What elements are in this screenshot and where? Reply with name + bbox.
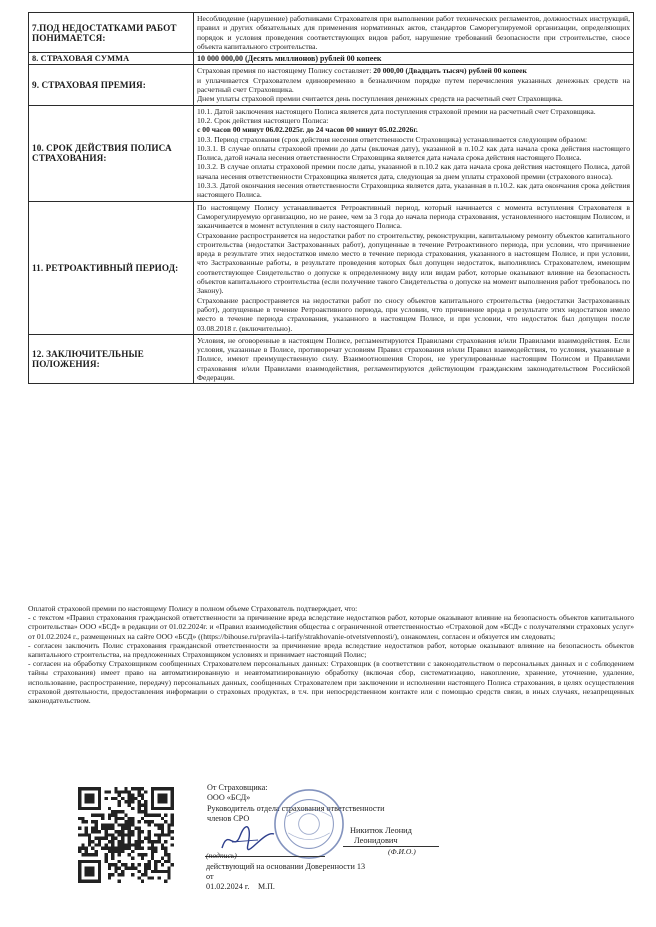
section-10-p7: 10.3.3. Датой окончания несения ответственности Страховщика является дата, указанная в п.10.2. как дата окончания срока действия настоящего Полиса.: [197, 181, 630, 200]
section-11-content: [194, 201, 634, 334]
signatory-name-line2: Леонидович: [354, 836, 398, 846]
company-seal-stamp: [272, 787, 346, 861]
acknowledgement-item-personal-data: - согласен на обработку Страховщиком сообщенных Страхователем персональных данных: Страховщик (в соответствии с законодательством о персональных данных и с соблюдением тайны страхования) имеет право на автоматизированную и неавтоматизированную обработку (включая сбор, систематизацию, накопление, хранение, уточнение, удаление, использование, распространение, передачу) персональных данных, сообщенных Страхователем при заключении и исполнении настоящего Полиса страхования, в целях осуществления страховой деятельности, предоставления информации о страховых продуктах, в т.ч. при непосредственном контакте или с помощью средств связи, в иных случаях, незапрещенных законодательством.: [28, 659, 634, 706]
section-9-premium-amount: 20 000,00 (Двадцать тысяч) рублей 00 копеек: [373, 66, 527, 76]
section-7-row: [29, 13, 634, 53]
acknowledgement-block: [28, 604, 634, 705]
section-11-p2: Страхование распространяется на недостатки работ по строительству, реконструкции, капитальному ремонту объектов капитального строительства (недостатки Застрахованных работ), допущенные в течение Ретроактивного периода, при условии, что причинение вреда в результате этих недостатков имело место в течение периода страхования, указанного в настоящем Полисе, и при условии, что Застрахованные работы, в результате проведения которых был допущен недостаток, выполнялись Страхователем, имеющим соответствующее Свидетельство о допуске к определенному виду или видам работ, которые оказывают влияние на безопасность объектов капитального строительства (если получение такого Свидетельства о допуске на момент выполнения работ требовалось по Закону).: [197, 230, 630, 296]
signatory-name: [350, 826, 412, 846]
insurer-company: ООО «БСД»: [207, 793, 251, 803]
section-10-p2: 10.2. Срок действия настоящего Полиса:: [197, 115, 329, 125]
section-11-p3: Страхование распространяется на недостатки работ по сносу объектов капитального строительства (недостатки Застрахованных работ), допущенные в течение Ретроактивного периода, при условии, что причинение вреда в результате этих недостатков имело место в течение периода страхования, указанного в настоящем Полисе, и при условии, что недостаток был допущен после 03.08.2018 г. (включительно).: [197, 295, 630, 333]
section-10-row: [29, 105, 634, 201]
section-9-p1-prefix: Страховая премия по настоящему Полису составляет:: [197, 66, 374, 76]
signatory-position-cont: членов СРО: [207, 814, 250, 824]
section-10-p6: 10.3.2. В случае оплаты страховой премии после даты, указанной в п.10.2 как дата начала срока действия настоящего Полиса, датой начала несения ответственности Страховщика является дата, следующая за днем уплаты страховой премии (страхового взноса).: [197, 162, 630, 181]
from-insurer-label: От Страховщика:: [207, 783, 268, 792]
stamp-place-mark: М.П.: [258, 882, 275, 891]
section-10-p1: 10.1. Датой заключения настоящего Полиса является дата поступления страховой премии на расчетный счет Страховщика.: [197, 106, 596, 116]
acknowledgement-item-consent: - согласен заключить Полис страхования гражданской ответственности за причинение вреда вследствие недостатков работ, которые оказывают влияние на безопасность объектов капитального строительства, на предложенных Страховщиком условиях и принимает настоящий Полис;: [28, 640, 634, 660]
qr-code: [78, 787, 174, 883]
section-9-row: [29, 65, 634, 105]
signatory-position: Руководитель отдела страхования ответственности: [207, 803, 385, 813]
section-9-label: 9. СТРАХОВАЯ ПРЕМИЯ:: [29, 65, 194, 105]
section-11-row: [29, 201, 634, 334]
signature-caption: (подпись): [206, 851, 237, 860]
section-12-row: [29, 334, 634, 383]
section-11-p1: По настоящему Полису устанавливается Ретроактивный период, который начинается с момента вступления Страхователя в Саморегулируемую организацию, но не ранее, чем за 3 года до начала периода страхования, установленного настоящим Полисом, и заканчивается в момент вступления в силу настоящего Полиса.: [197, 202, 630, 231]
section-10-label: 10. СРОК ДЕЙСТВИЯ ПОЛИСА СТРАХОВАНИЯ:: [29, 105, 194, 201]
section-10-content: [194, 105, 634, 201]
section-7-label: 7.ПОД НЕДОСТАТКАМИ РАБОТ ПОНИМАЕТСЯ:: [29, 13, 194, 53]
power-of-attorney-line1: действующий на основании Доверенности 13 от: [206, 862, 366, 881]
section-9-content: [194, 65, 634, 105]
section-9-p3: Днем уплаты страховой премии считается день поступления денежных средств на расчетный счет Страховщика.: [197, 94, 563, 104]
policy-terms-table: [28, 12, 634, 384]
power-of-attorney-line2: 01.02.2024 г.: [206, 882, 250, 891]
signature-block: [207, 783, 507, 825]
power-of-attorney: [206, 862, 366, 892]
name-caption: (Ф.И.О.): [388, 847, 416, 856]
section-8-row: [29, 53, 634, 65]
section-10-p5: 10.3.1. В случае оплаты страховой премии до даты (включая дату), указанной в п.10.2 как дата начала срока действия настоящего Полиса, датой начала несения ответственности Страховщика является дата начала срока действия настоящего Полиса.: [197, 143, 630, 163]
section-7-text: Несоблюдение (нарушение) работниками Страхователя при выполнении работ технических регламентов, должностных инструкций, правил и других обязательных для применения нормативных актов, стандартов Саморегулируемой организации, определяющих порядок и условия проведения соответствующих видов работ, нарушение требований безопасности при строительстве, сносе объекта капитального строительства.: [194, 13, 634, 53]
section-8-label: 8. СТРАХОВАЯ СУММА: [29, 53, 194, 65]
section-9-p2: и уплачивается Страхователем единовременно в безналичном порядке путем перечисления указанных денежных средств на расчетный счет Страховщика.: [197, 75, 630, 95]
section-12-label: 12. ЗАКЛЮЧИТЕЛЬНЫЕ ПОЛОЖЕНИЯ:: [29, 334, 194, 383]
section-11-label: 11. РЕТРОАКТИВНЫЙ ПЕРИОД:: [29, 201, 194, 334]
section-10-p4: 10.3. Период страхования (срок действия несения ответственности Страховщика) устанавливается следующим образом:: [197, 134, 588, 144]
signatory-name-line1: Никитюк Леонид: [350, 826, 412, 835]
acknowledgement-item-rules: - с текстом «Правил страхования гражданской ответственности за причинение вреда вследствие недостатков работ, которые оказывают влияние на безопасность объектов капитального строительства» ООО «БСД» в редакции от 01.02.2024г. и «Правил взаимодействия общества с ограниченной ответственностью «Страховой дом «БСД» с получателями страховых услуг» от 01.02.2024 г., размещенных на сайте ООО «БСД» ((https://bihouse.ru/pravila-i-tarify/strakhovanie-otvetstvennosti/), ознакомлен, согласен и обязуется им следовать;: [28, 613, 634, 641]
section-10-period: с 00 часов 00 минут 06.02.2025г. до 24 часов 00 минут 05.02.2026г.: [197, 125, 418, 135]
section-8-text: 10 000 000,00 (Десять миллионов) рублей 00 копеек: [194, 53, 634, 65]
section-12-text: Условия, не оговоренные в настоящем Полисе, регламентируются Правилами страхования и/или Правилами взаимодействия. Если условия, указанные в Полисе, противоречат условиям Правил страхования и/или Правил взаимодействия, то условия, указанные в Полисе, имеют преимущественную силу. Взаимоотношения Сторон, не урегулированные настоящим Полисом и Правилами страхования и/или Правилами взаимодействия, регламентируются действующим гражданским законодательством Российской Федерации.: [194, 334, 634, 383]
acknowledgement-intro: Оплатой страховой премии по настоящему Полису в полном объеме Страхователь подтверждает, что:: [28, 604, 358, 613]
